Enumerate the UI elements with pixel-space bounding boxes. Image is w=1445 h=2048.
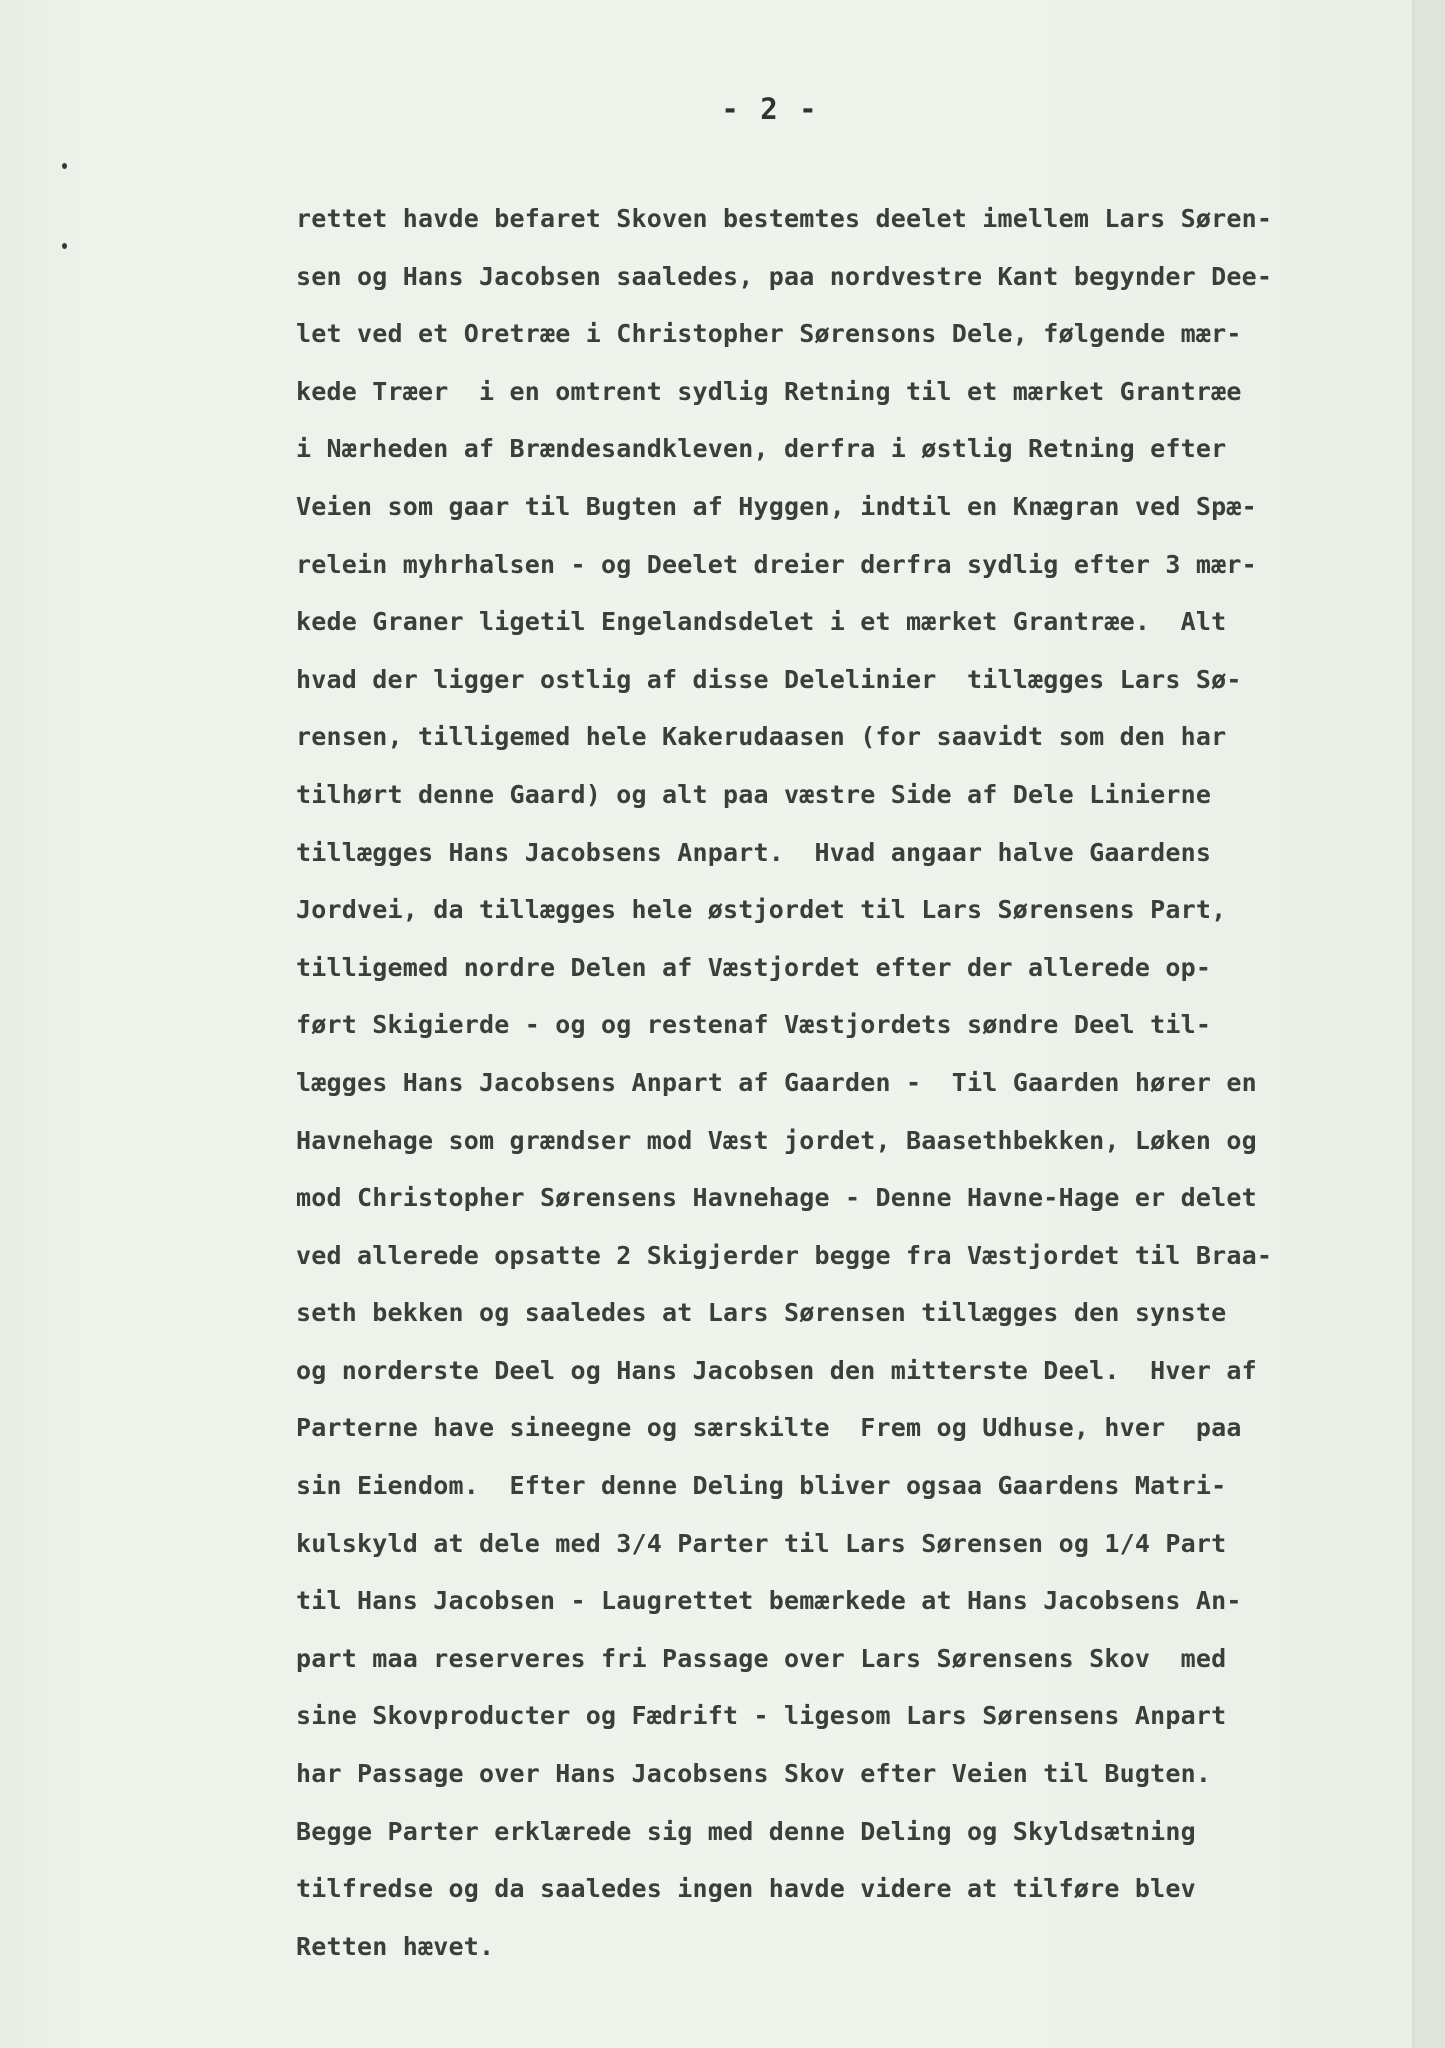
margin-dot: [62, 163, 67, 169]
text-line: tillægges Hans Jacobsens Anpart. Hvad angaar halve Gaardens: [296, 837, 1212, 867]
text-line: ført Skigierde - og og restenaf Væstjordets søndre Deel til-: [296, 1010, 1212, 1040]
page-edge: [1414, 0, 1445, 2048]
text-line: Retten hævet.: [296, 1931, 495, 1961]
text-line: Jordvei, da tillægges hele østjordet til Lars Sørensens Part,: [296, 895, 1227, 925]
text-line: og norderste Deel og Hans Jacobsen den mitterste Deel. Hver af: [296, 1355, 1257, 1385]
text-line: tilhørt denne Gaard) og alt paa væstre Side af Dele Linierne: [296, 779, 1212, 809]
text-line: Havnehage som grændser mod Væst jordet, Baasethbekken, Løken og: [296, 1125, 1257, 1155]
text-line: mod Christopher Sørensens Havnehage - Denne Havne-Hage er delet: [296, 1183, 1257, 1213]
text-line: seth bekken og saaledes at Lars Sørensen tillægges den synste: [296, 1298, 1227, 1328]
page-number: - 2 -: [721, 92, 819, 126]
text-line: ved allerede opsatte 2 Skigjerder begge fra Væstjordet til Braa-: [296, 1240, 1273, 1270]
text-line: tilligemed nordre Delen af Væstjordet efter der allerede op-: [296, 952, 1212, 982]
text-line: tilfredse og da saaledes ingen havde videre at tilføre blev: [296, 1874, 1196, 1904]
text-line: hvad der ligger ostlig af disse Delelinier tillægges Lars Sø-: [296, 664, 1242, 694]
text-line: sine Skovproducter og Fædrift - ligesom Lars Sørensens Anpart: [296, 1701, 1227, 1731]
text-line: sen og Hans Jacobsen saaledes, paa nordvestre Kant begynder Dee-: [296, 261, 1273, 291]
margin-dot: [62, 243, 67, 249]
text-line: Parterne have sineegne og særskilte Frem og Udhuse, hver paa: [296, 1413, 1242, 1443]
text-line: kede Graner ligetil Engelandsdelet i et mærket Grantræe. Alt: [296, 607, 1227, 637]
text-line: Begge Parter erklærede sig med denne Deling og Skyldsætning: [296, 1816, 1196, 1846]
text-line: rettet havde befaret Skoven bestemtes deelet imellem Lars Søren-: [296, 204, 1273, 233]
text-line: til Hans Jacobsen - Laugrettet bemærkede at Hans Jacobsens An-: [296, 1586, 1242, 1616]
text-line: relein myhrhalsen - og Deelet dreier derfra sydlig efter 3 mær-: [296, 549, 1257, 579]
text-line: i Nærheden af Brændesandkleven, derfra i østlig Retning efter: [296, 434, 1227, 464]
text-line: kede Træer i en omtrent sydlig Retning til et mærket Grantræe: [296, 376, 1242, 406]
text-line: kulskyld at dele med 3/4 Parter til Lars Sørensen og 1/4 Part: [296, 1528, 1227, 1558]
typed-body-text: [296, 190, 1406, 1975]
text-line: sin Eiendom. Efter denne Deling bliver ogsaa Gaardens Matri-: [296, 1471, 1227, 1501]
text-line: rensen, tilligemed hele Kakerudaasen (for saavidt som den har: [296, 722, 1227, 752]
text-line: lægges Hans Jacobsens Anpart af Gaarden - Til Gaarden hører en: [296, 1067, 1257, 1097]
text-line: har Passage over Hans Jacobsens Skov efter Veien til Bugten.: [296, 1759, 1212, 1789]
text-line: let ved et Oretræe i Christopher Sørensons Dele, følgende mær-: [296, 319, 1242, 349]
text-line: part maa reserveres fri Passage over Lars Sørensens Skov med: [296, 1643, 1227, 1673]
text-line: Veien som gaar til Bugten af Hyggen, indtil en Knægran ved Spæ-: [296, 491, 1257, 521]
